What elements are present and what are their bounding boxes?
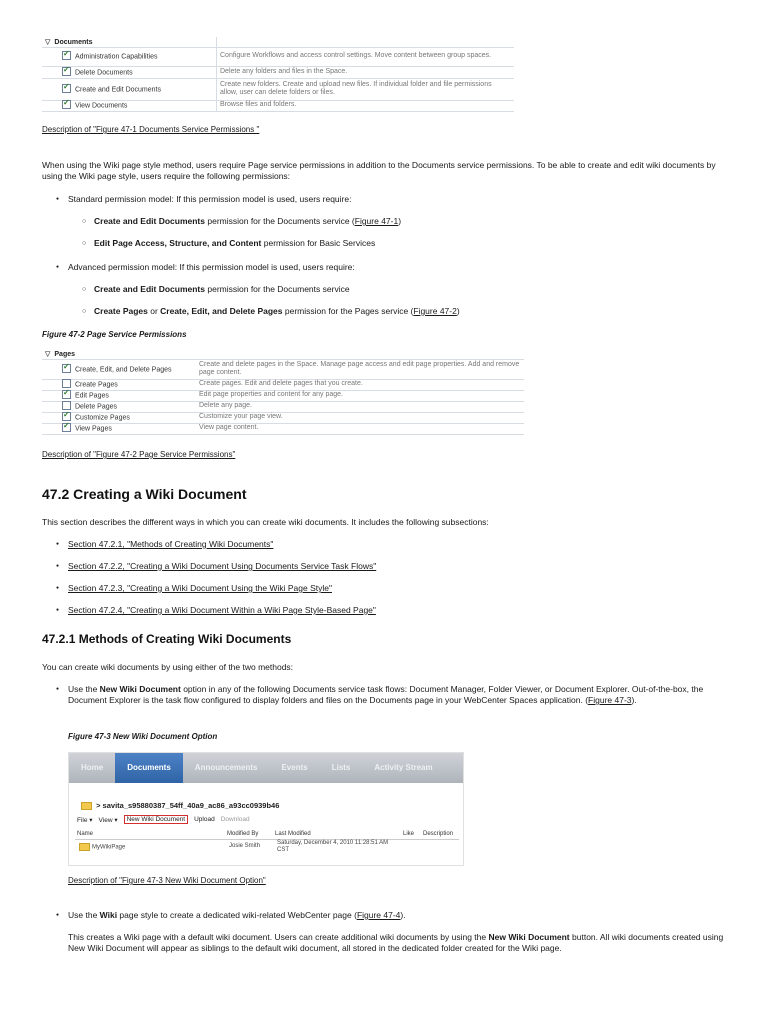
- wiki-page-style-paragraph: This creates a Wiki page with a default wiki document. Users can create additional wiki documents by using the New Wiki Document button. All wiki documents created using New Wiki Document will appear as siblings to the default wiki document, all stored in the dedicated folder created for the Wiki page.: [68, 932, 724, 953]
- table-row: ✓Customize Pages Customize your page view.: [42, 412, 524, 423]
- documents-permissions-table: [42, 37, 514, 112]
- methods-list-2: [68, 910, 724, 921]
- table-row: ✓View Documents Browse files and folders.: [42, 100, 514, 111]
- table-header: Documents: [54, 38, 93, 46]
- section-link[interactable]: Section 47.2.4, "Creating a Wiki Document Within a Wiki Page Style-Based Page": [68, 605, 376, 615]
- figure-47-3-caption-link[interactable]: Description of "Figure 47-3 New Wiki Document Option": [68, 876, 266, 885]
- tab-documents[interactable]: Documents: [115, 753, 183, 783]
- standard-model-list: [68, 194, 728, 205]
- column-last-modified[interactable]: Last Modified: [275, 831, 311, 837]
- table-row: ✓Create and Edit Documents Create new folders. Create and upload new files. If individual folder and file permissions allow, user can delete folders or files.: [42, 78, 514, 100]
- tab-home[interactable]: Home: [81, 763, 104, 772]
- upload-button[interactable]: Upload: [194, 816, 215, 823]
- checkbox[interactable]: [62, 423, 71, 432]
- column-like[interactable]: Like: [403, 831, 415, 837]
- tab-activity-stream[interactable]: Activity Stream: [374, 763, 433, 772]
- figure-47-2-caption-link[interactable]: Description of "Figure 47-2 Page Service Permissions": [42, 450, 236, 459]
- column-headers: [75, 830, 459, 840]
- column-description[interactable]: Description: [423, 831, 454, 837]
- new-wiki-document-screenshot: Home Documents Announcements Events Lists Activity Stream > savita_s95880387_54ff_40a9_ac86_a93cc0939b46 File ▾ View ▾ New Wiki Document Upload Download Name Modified By Last Modified Like Description MyWikiPage Josie Smith Saturday, December 4, 2010 11:28:51 AM CST: [68, 752, 464, 866]
- tab-lists[interactable]: Lists: [331, 763, 351, 772]
- figure-47-1-caption-link[interactable]: Description of "Figure 47-1 Documents Service Permissions ": [42, 125, 260, 134]
- section-intro: This section describes the different ways in which you can create wiki documents. It includes the following subsections:: [42, 517, 489, 527]
- section-link[interactable]: Section 47.2.2, "Creating a Wiki Document Using Documents Service Task Flows": [68, 561, 377, 571]
- figure-47-4-link[interactable]: Figure 47-4: [356, 910, 401, 920]
- advanced-model-list: [68, 262, 728, 273]
- checkbox[interactable]: [62, 379, 71, 388]
- list-item: ○ Create Pages or Create, Edit, and Delete Pages permission for the Pages service (Figure 47-2): [94, 306, 734, 317]
- section-47-2-1-heading: 47.2.1 Methods of Creating Wiki Documents: [42, 632, 292, 646]
- checkbox[interactable]: [62, 364, 71, 373]
- list-item: [68, 583, 728, 594]
- list-item: ● Use the Wiki page style to create a dedicated wiki-related WebCenter page (Figure 47-4).: [68, 910, 724, 921]
- subsection-link-list: [68, 539, 728, 616]
- methods-list: [68, 684, 724, 706]
- checkbox[interactable]: [62, 390, 71, 399]
- checkbox[interactable]: [62, 100, 71, 109]
- methods-intro: You can create wiki documents by using either of the two methods:: [42, 662, 294, 672]
- section-link[interactable]: Section 47.2.3, "Creating a Wiki Document Using the Wiki Page Style": [68, 583, 332, 593]
- download-button[interactable]: Download: [220, 816, 250, 823]
- column-name[interactable]: Name: [77, 831, 94, 837]
- checkbox[interactable]: [62, 412, 71, 421]
- checkbox[interactable]: [62, 51, 71, 60]
- checkbox[interactable]: [62, 84, 71, 93]
- figure-47-2-title: Figure 47-2 Page Service Permissions: [42, 330, 187, 339]
- list-item: ● Advanced permission model: If this permission model is used, users require:: [68, 262, 728, 273]
- folder-path: > savita_s95880387_54ff_40a9_ac86_a93cc0939b46: [81, 801, 279, 810]
- table-row: ✓Create, Edit, and Delete Pages Create and delete pages in the Space. Manage page access and edit page properties. Add and remove page content.: [42, 359, 524, 379]
- tab-events[interactable]: Events: [281, 763, 308, 772]
- figure-47-3-title: Figure 47-3 New Wiki Document Option: [68, 732, 218, 741]
- list-item: [68, 561, 728, 572]
- tab-announcements[interactable]: Announcements: [194, 763, 258, 772]
- table-header: Pages: [54, 350, 76, 358]
- list-item: ○ Create and Edit Documents permission for the Documents service (Figure 47-1): [94, 216, 734, 227]
- file-menu[interactable]: File ▾: [77, 816, 93, 824]
- table-row: ✓Delete Documents Delete any folders and files in the Space.: [42, 66, 514, 78]
- standard-model-sublist: [94, 216, 734, 249]
- list-item: ○ Create and Edit Documents permission for the Documents service: [94, 284, 734, 295]
- folder-icon: [81, 802, 92, 810]
- list-item: ● Use the New Wiki Document option in any of the following Documents service task flows: Document Manager, Folder Viewer, or Document Explorer. Out-of-the-box, the Document Explorer is the task flow configured to display folders and files on the Documents page in your WebCenter Spaces application. (Figure 47-3).: [68, 684, 724, 706]
- section-link[interactable]: Section 47.2.1, "Methods of Creating Wiki Documents": [68, 539, 274, 549]
- table-row: ✓Edit Pages Edit page properties and content for any page.: [42, 390, 524, 401]
- section-47-2-heading: 47.2 Creating a Wiki Document: [42, 486, 247, 502]
- list-item: [68, 605, 728, 616]
- checkbox[interactable]: [62, 401, 71, 410]
- table-row: ✓Administration Capabilities Configure Workflows and access control settings. Move content between group spaces.: [42, 47, 514, 66]
- table-row: Create Pages Create pages. Edit and delete pages that you create.: [42, 379, 524, 390]
- list-item: ○ Edit Page Access, Structure, and Content permission for Basic Services: [94, 238, 734, 249]
- view-menu[interactable]: View ▾: [98, 816, 118, 824]
- collapse-triangle-icon[interactable]: ▽: [45, 350, 51, 358]
- column-modified-by[interactable]: Modified By: [227, 831, 259, 837]
- checkbox[interactable]: [62, 67, 71, 76]
- table-row: ✓View Pages View page content.: [42, 423, 524, 434]
- new-wiki-document-button[interactable]: New Wiki Document: [124, 815, 189, 824]
- list-item: ● Standard permission model: If this permission model is used, users require:: [68, 194, 728, 205]
- folder-icon: [79, 843, 90, 851]
- list-item: [68, 539, 728, 550]
- figure-47-3-link[interactable]: Figure 47-3: [588, 695, 632, 705]
- figure-47-1-link[interactable]: Figure 47-1: [354, 216, 399, 226]
- collapse-triangle-icon[interactable]: ▽: [45, 38, 51, 46]
- table-row: Delete Pages Delete any page.: [42, 401, 524, 412]
- pages-permissions-table: [42, 349, 524, 435]
- intro-paragraph: When using the Wiki page style method, users require Page service permissions in addition to the Documents service permissions. To be able to create and edit wiki documents by using the Wiki page style, users require the following permissions:: [42, 160, 716, 181]
- tab-bar: [69, 753, 463, 783]
- figure-47-2-link[interactable]: Figure 47-2: [413, 306, 457, 316]
- document-toolbar: [77, 815, 256, 824]
- advanced-model-sublist: [94, 284, 734, 317]
